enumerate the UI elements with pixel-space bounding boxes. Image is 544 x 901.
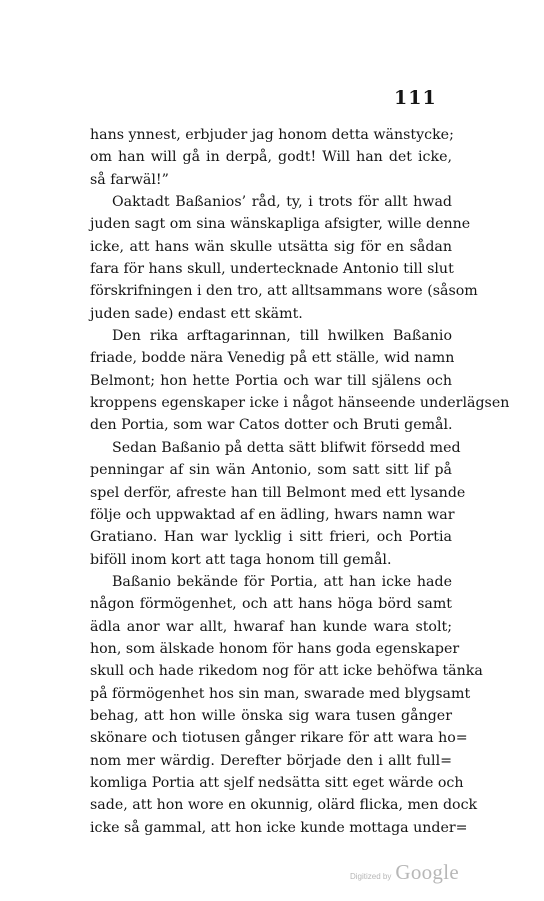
text-line: fara för hans skull, undertecknade Antonio till slut [90, 261, 454, 278]
text-line: Gratiano. Han war lycklig i sitt frieri, och Portia [90, 529, 452, 546]
text-line: förskrifningen i den tro, att alltsammans wore (såsom [90, 283, 478, 300]
text-line: någon förmögenhet, och att hans höga börd samt [90, 596, 452, 613]
text-line: den Portia, som war Catos dotter och Bruti gemål. [90, 417, 453, 434]
text-line: behag, att hon wille önska sig wara tusen gånger [90, 707, 452, 724]
text-line: hon, som älskade honom för hans goda egenskaper [90, 640, 460, 657]
text-line: följe och uppwaktad af en ädling, hwars namn war [90, 506, 455, 523]
text-line: Oaktadt Baßanios’ råd, ty, i trots för allt hwad [112, 194, 452, 211]
text-line: Den rika arftagarinnan, till hwilken Baßanio [112, 328, 452, 345]
text-line: ädla anor war allt, hwaraf han kunde wara stolt; [90, 618, 452, 635]
text-line: juden sade) endast ett skämt. [90, 305, 303, 322]
text-line: Sedan Baßanio på detta sätt blifwit försedd med [112, 439, 461, 456]
text-line: så farwäl!” [90, 171, 169, 188]
text-line: på förmögenhet hos sin man, swarade med blygsamt [90, 685, 471, 702]
text-line: skull och hade rikedom nog för att icke behöfwa tänka [90, 663, 483, 680]
text-line: komliga Portia att sjelf nedsätta sitt eget wärde och [90, 774, 464, 791]
text-line: spel derför, afreste han till Belmont med ett lysande [90, 484, 466, 501]
text-line: sade, att hon wore en okunnig, olärd flicka, men dock [90, 797, 478, 814]
text-line: penningar af sin wän Antonio, som satt sitt lif på [90, 462, 452, 479]
watermark-label: Digitized by [350, 872, 392, 881]
text-line: skönare och tiotusen gånger rikare för att wara ho= [90, 730, 468, 747]
text-line: biföll inom kort att taga honom till gemål. [90, 551, 392, 568]
text-line: Baßanio bekände för Portia, att han icke hade [112, 573, 452, 590]
page-number: 111 [394, 87, 437, 109]
text-line: juden sagt om sina wänskapliga afsigter, wille denne [90, 216, 471, 233]
text-line: icke så gammal, att hon icke kunde mottaga under= [90, 819, 468, 836]
text-line: kroppens egenskaper icke i något hänseende underlägsen [90, 395, 510, 412]
text-line: Belmont; hon hette Portia och war till själens och [90, 372, 452, 389]
text-line: om han will gå in derpå, godt! Will han det icke, [90, 149, 452, 166]
text-line: hans ynnest, erbjuder jag honom detta wänstycke; [90, 127, 454, 143]
text-line: icke, att hans wän skulle utsätta sig för en sådan [90, 238, 452, 255]
body-text [90, 124, 510, 839]
text-line: nom mer wärdig. Derefter började den i allt full= [90, 752, 452, 769]
google-logo: Google [395, 860, 459, 884]
digitization-watermark [350, 860, 459, 885]
text-line: friade, bodde nära Venedig på ett ställe, wid namn [90, 350, 455, 367]
